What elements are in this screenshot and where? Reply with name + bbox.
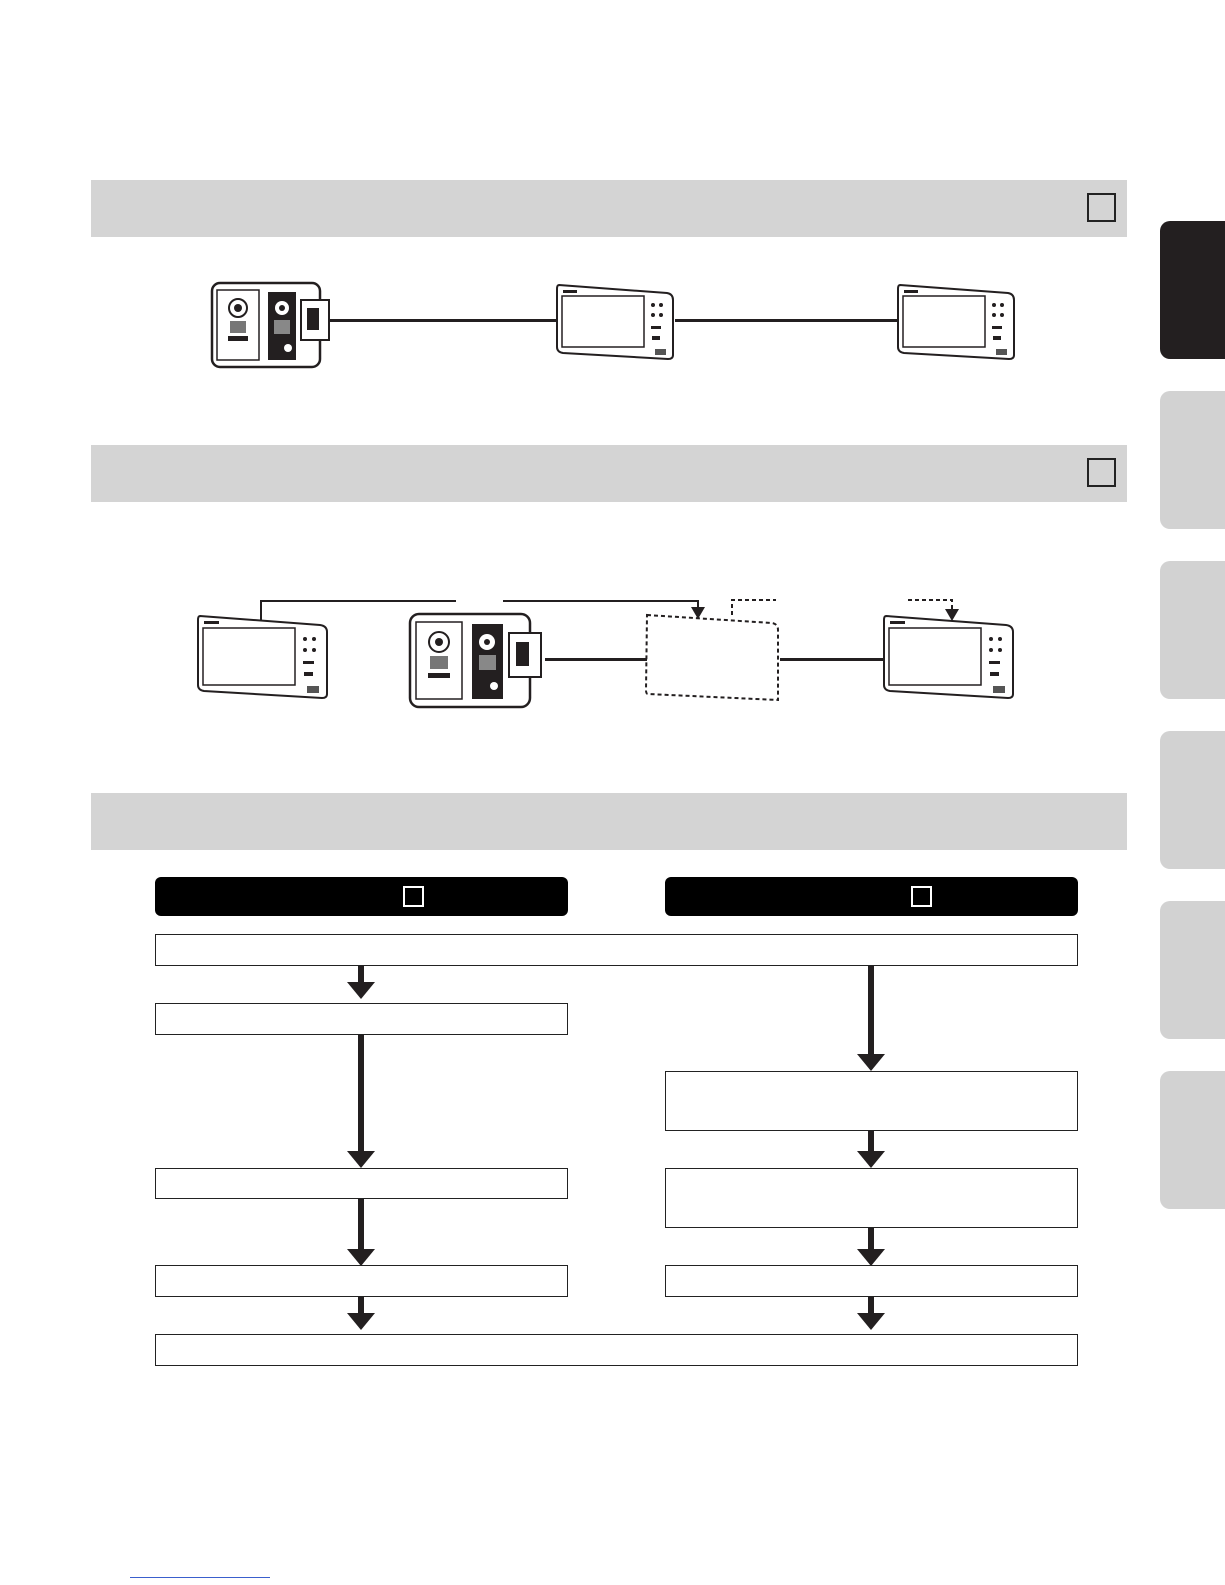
side-tab-1[interactable]	[1160, 221, 1225, 359]
wire-door-to-adaptor	[545, 658, 647, 661]
flow-end-box	[155, 1334, 1078, 1366]
flow-right-arrow-2	[857, 1151, 885, 1168]
flow-right-step-2	[665, 1168, 1078, 1228]
side-tab-6[interactable]	[1160, 1071, 1225, 1209]
dashed-adaptor-icon	[644, 612, 781, 704]
wire-monitor-1-to-monitor-2	[675, 319, 899, 322]
wire-top-right-horizontal	[503, 600, 699, 602]
video-monitor-icon	[196, 614, 329, 700]
flow-left-arrow-2	[347, 1151, 375, 1168]
flow-start-box	[155, 934, 1078, 966]
flow-right-arrow-4	[857, 1313, 885, 1330]
door-station-group-icon	[211, 282, 335, 368]
flow-right-connector-4	[868, 1297, 874, 1313]
flow-right-step-1	[665, 1071, 1078, 1131]
flow-left-arrow-4	[347, 1313, 375, 1330]
video-monitor-icon	[882, 614, 1015, 700]
video-monitor-icon	[555, 283, 675, 361]
flow-right-connector-1	[868, 966, 874, 1055]
flow-header-left	[155, 877, 568, 916]
flow-header-left-box	[403, 886, 424, 907]
flow-header-right-box	[911, 886, 932, 907]
section-1-badge-box	[1087, 193, 1116, 222]
side-tab-3[interactable]	[1160, 561, 1225, 699]
wire-door-to-monitor-1	[330, 319, 558, 322]
flow-left-arrow-1	[347, 982, 375, 999]
section-3-header-band	[91, 793, 1127, 850]
section-2-badge-box	[1087, 458, 1116, 487]
flow-right-arrow-1	[857, 1054, 885, 1071]
side-tab-2[interactable]	[1160, 391, 1225, 529]
section-2-header-band	[91, 445, 1127, 502]
door-station-group-icon	[409, 613, 549, 708]
side-tab-4[interactable]	[1160, 731, 1225, 869]
dashed-leader-left	[730, 598, 778, 616]
section-1-header-band	[91, 180, 1127, 237]
flow-right-arrow-3	[857, 1249, 885, 1266]
flow-left-arrow-3	[347, 1249, 375, 1266]
footer-link-underline[interactable]	[130, 1577, 270, 1578]
side-tab-5[interactable]	[1160, 901, 1225, 1039]
flow-left-connector-4	[358, 1297, 364, 1313]
flow-left-connector-3	[358, 1199, 364, 1249]
flow-header-right	[665, 877, 1078, 916]
flow-right-connector-2	[868, 1131, 874, 1152]
flow-left-step-2	[155, 1168, 568, 1199]
flow-left-connector-1	[358, 966, 364, 982]
flow-left-connector-2	[358, 1035, 364, 1152]
flow-left-step-3	[155, 1265, 568, 1297]
flow-right-step-3	[665, 1265, 1078, 1297]
wire-adaptor-to-monitor	[780, 658, 884, 661]
flow-left-step-1	[155, 1003, 568, 1035]
wire-top-left-horizontal	[260, 600, 456, 602]
video-monitor-icon	[896, 283, 1016, 361]
flow-right-connector-3	[868, 1228, 874, 1249]
